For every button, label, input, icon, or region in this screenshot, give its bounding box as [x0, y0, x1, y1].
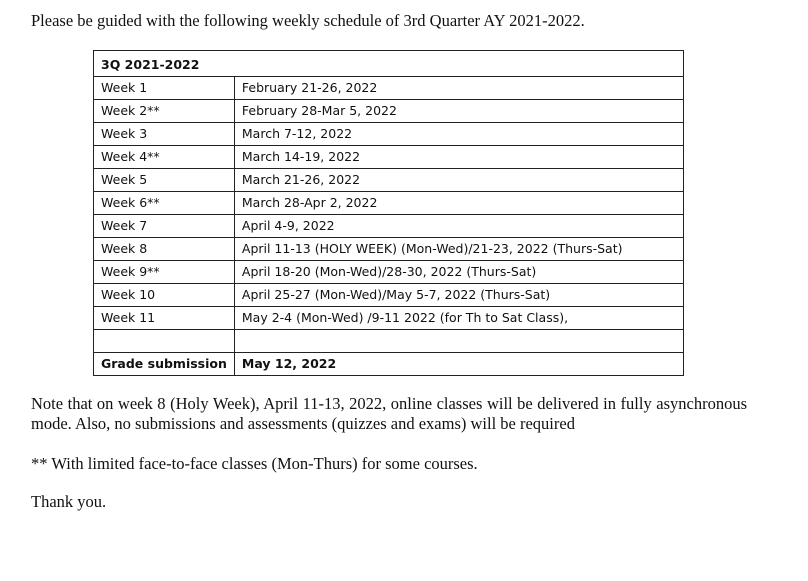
blank-cell: [234, 330, 683, 353]
dates-cell: February 28-Mar 5, 2022: [234, 100, 683, 123]
week-cell: Week 2**: [94, 100, 235, 123]
table-header-cell: 3Q 2021-2022: [94, 51, 684, 77]
table-row: [94, 238, 684, 261]
week-cell: Week 3: [94, 123, 235, 146]
week-cell: Week 9**: [94, 261, 235, 284]
week-cell: Week 5: [94, 169, 235, 192]
blank-row: [94, 330, 684, 353]
table-header-row: [94, 51, 684, 77]
grade-submission-label: Grade submission: [94, 353, 235, 376]
table-row: [94, 100, 684, 123]
week-cell: Week 6**: [94, 192, 235, 215]
dates-cell: February 21-26, 2022: [234, 77, 683, 100]
dates-cell: March 21-26, 2022: [234, 169, 683, 192]
table-row: [94, 169, 684, 192]
grade-submission-date: May 12, 2022: [234, 353, 683, 376]
dates-cell: April 18-20 (Mon-Wed)/28-30, 2022 (Thurs-Sat): [234, 261, 683, 284]
table-row: [94, 284, 684, 307]
week-cell: Week 7: [94, 215, 235, 238]
table-row: [94, 77, 684, 100]
table-row: [94, 123, 684, 146]
blank-cell: [94, 330, 235, 353]
week-cell: Week 4**: [94, 146, 235, 169]
dates-cell: March 28-Apr 2, 2022: [234, 192, 683, 215]
dates-cell: March 7-12, 2022: [234, 123, 683, 146]
dates-cell: March 14-19, 2022: [234, 146, 683, 169]
table-row: [94, 307, 684, 330]
grade-submission-row: [94, 353, 684, 376]
closing-text: Thank you.: [31, 492, 107, 511]
week-cell: Week 1: [94, 77, 235, 100]
schedule-table: [93, 50, 684, 376]
dates-cell: April 25-27 (Mon-Wed)/May 5-7, 2022 (Thurs-Sat): [234, 284, 683, 307]
table-row: [94, 146, 684, 169]
dates-cell: April 4-9, 2022: [234, 215, 683, 238]
holy-week-note: Note that on week 8 (Holy Week), April 11-13, 2022, online classes will be delivered in fully asynchronous mode. Also, no submissions and assessments (quizzes and exams) will be required: [31, 394, 747, 433]
week-cell: Week 8: [94, 238, 235, 261]
table-row: [94, 215, 684, 238]
week-cell: Week 11: [94, 307, 235, 330]
table-row: [94, 261, 684, 284]
intro-text: Please be guided with the following weekly schedule of 3rd Quarter AY 2021-2022.: [31, 11, 585, 30]
table-row: [94, 192, 684, 215]
footnote-text: ** With limited face-to-face classes (Mon-Thurs) for some courses.: [31, 454, 478, 473]
dates-cell: April 11-13 (HOLY WEEK) (Mon-Wed)/21-23, 2022 (Thurs-Sat): [234, 238, 683, 261]
week-cell: Week 10: [94, 284, 235, 307]
dates-cell: May 2-4 (Mon-Wed) /9-11 2022 (for Th to Sat Class),: [234, 307, 683, 330]
